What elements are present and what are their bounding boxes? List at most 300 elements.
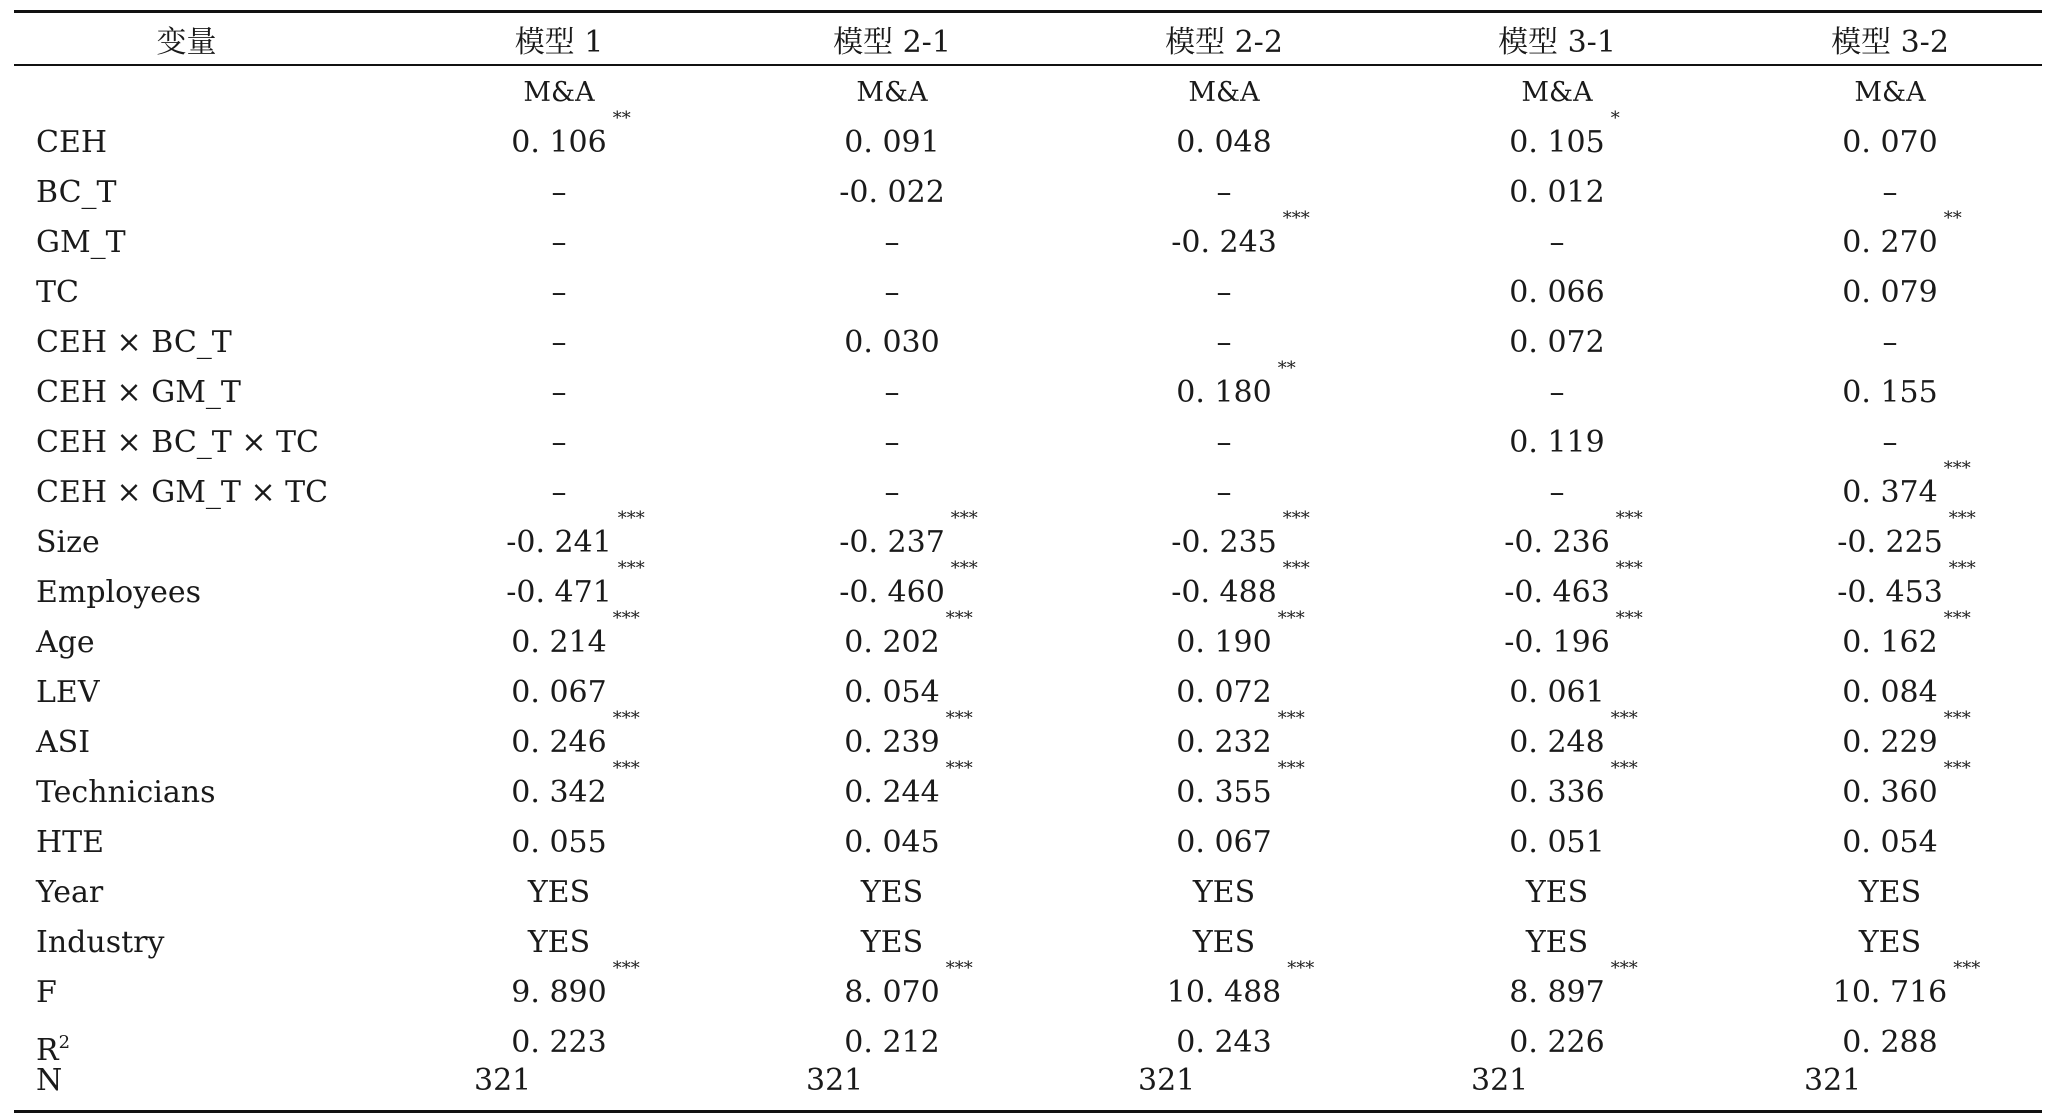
table-cell (1720, 668, 2048, 718)
coefficient-number: – (1216, 275, 1232, 310)
coefficient-number: 0. 054 (844, 675, 940, 710)
row-label: Employees (36, 575, 202, 610)
coefficient-value (511, 668, 606, 718)
table-cell (1387, 868, 1727, 918)
table-cell (1387, 758, 1727, 818)
table-cell (1054, 318, 1394, 368)
table-cell (1387, 108, 1727, 168)
table-header-rule (14, 64, 2042, 66)
coefficient-value (1171, 208, 1310, 268)
significance-stars: *** (1277, 708, 1305, 729)
row-label: CEH × GM_T (36, 375, 241, 410)
significance-stars: ** (1277, 358, 1296, 379)
table-row (14, 458, 2042, 518)
coefficient-value (1509, 668, 1604, 718)
table-cell (1720, 958, 2048, 1018)
coefficient-value (1504, 508, 1643, 568)
significance-stars: ** (612, 108, 631, 129)
coefficient-number: – (551, 425, 567, 460)
table-cell (389, 418, 729, 468)
table-cell (389, 708, 729, 768)
significance-stars: *** (1948, 508, 1976, 529)
coefficient-value (885, 268, 900, 318)
coefficient-number: 0. 355 (1176, 775, 1272, 810)
coefficient-value (861, 918, 923, 968)
coefficient-number: 0. 072 (1509, 325, 1605, 360)
significance-stars: *** (1943, 458, 1971, 479)
coefficient-number: -0. 022 (839, 175, 945, 210)
coefficient-number: -0. 241 (506, 525, 612, 560)
table-cell (1720, 818, 2048, 868)
row-label: BC_T (36, 175, 117, 210)
table-cell (389, 218, 729, 268)
coefficient-value (844, 758, 973, 818)
table-cell (722, 468, 1062, 518)
table-cell (1720, 918, 2048, 968)
significance-stars: *** (1277, 758, 1305, 779)
coefficient-number: – (551, 175, 567, 210)
header-model-2-2: 模型 2-2 (1165, 25, 1283, 60)
table-cell (1387, 608, 1727, 668)
coefficient-value (1176, 758, 1305, 818)
table-row (14, 418, 2042, 468)
coefficient-number: 0. 084 (1842, 675, 1938, 710)
table-cell (1387, 218, 1727, 268)
table-cell: 0. 223 (511, 1025, 607, 1060)
coefficient-number: 0. 190 (1176, 625, 1272, 660)
significance-stars: *** (1277, 608, 1305, 629)
table-cell (1054, 418, 1394, 468)
table-cell (1054, 818, 1394, 868)
coefficient-number: 0. 119 (1509, 425, 1605, 460)
coefficient-value (1217, 168, 1232, 218)
table-cell (1054, 118, 1394, 168)
coefficient-value (1842, 118, 1937, 168)
table-cell (1054, 868, 1394, 918)
coefficient-number: 0. 054 (1842, 825, 1938, 860)
coefficient-value (1509, 708, 1638, 768)
table-cell (389, 608, 729, 668)
coefficient-number: YES (527, 875, 591, 910)
coefficient-number: 0. 248 (1509, 725, 1605, 760)
coefficient-number: 0. 162 (1842, 625, 1938, 660)
coefficient-value (1837, 558, 1976, 618)
coefficient-number: 0. 229 (1842, 725, 1938, 760)
significance-stars: *** (1610, 758, 1638, 779)
table-cell (722, 668, 1062, 718)
coefficient-value (844, 668, 939, 718)
table-row (14, 818, 2042, 868)
coefficient-number: – (551, 225, 567, 260)
table-cell (1720, 268, 2048, 318)
table-cell (722, 868, 1062, 918)
coefficient-value (1509, 318, 1604, 368)
table-cell (1387, 558, 1727, 618)
table-cell (1387, 818, 1727, 868)
coefficient-value (1842, 818, 1937, 868)
coefficient-number: YES (1525, 875, 1589, 910)
coefficient-value (1171, 508, 1310, 568)
coefficient-value (1842, 758, 1971, 818)
significance-stars: *** (1943, 608, 1971, 629)
coefficient-value (1842, 708, 1971, 768)
coefficient-number: 8. 070 (844, 975, 940, 1010)
table-cell (1387, 918, 1727, 968)
coefficient-number: – (1882, 175, 1898, 210)
table-row (14, 868, 2042, 918)
coefficient-value (1509, 268, 1604, 318)
significance-stars: ** (1943, 208, 1962, 229)
table-cell (1720, 868, 2048, 918)
coefficient-number: 10. 488 (1166, 975, 1282, 1010)
table-cell (722, 818, 1062, 868)
table-row (14, 608, 2042, 668)
table-row (14, 358, 2042, 418)
table-row (14, 208, 2042, 268)
coefficient-value (552, 368, 567, 418)
table-cell (389, 508, 729, 568)
table-cell (722, 418, 1062, 468)
table-cell (1054, 918, 1394, 968)
row-label: Industry (36, 925, 165, 960)
coefficient-value (844, 318, 939, 368)
coefficient-number: – (884, 475, 900, 510)
significance-stars: *** (1610, 958, 1638, 979)
dependent-label: M&A (1188, 77, 1260, 108)
table-cell (1720, 118, 2048, 168)
table-cell: 0. 243 (1176, 1025, 1272, 1060)
coefficient-number: -0. 225 (1837, 525, 1943, 560)
row-label: Age (36, 625, 95, 660)
significance-stars: *** (1615, 608, 1643, 629)
coefficient-number: 0. 374 (1842, 475, 1938, 510)
significance-stars: *** (950, 558, 978, 579)
coefficient-value (528, 918, 590, 968)
coefficient-number: – (1549, 225, 1565, 260)
table-cell: 0. 226 (1509, 1025, 1605, 1060)
coefficient-value (1193, 918, 1255, 968)
coefficient-value (1550, 368, 1565, 418)
coefficient-number: -0. 471 (506, 575, 612, 610)
coefficient-number: -0. 463 (1504, 575, 1610, 610)
coefficient-value (885, 368, 900, 418)
coefficient-value (1842, 608, 1971, 668)
coefficient-value (552, 468, 567, 518)
coefficient-number: 0. 051 (1509, 825, 1605, 860)
table-cell (1720, 458, 2048, 518)
table-cell (1054, 608, 1394, 668)
significance-stars: *** (1610, 708, 1638, 729)
significance-stars: *** (1282, 208, 1310, 229)
coefficient-number: 0. 061 (1509, 675, 1605, 710)
table-cell (389, 758, 729, 818)
coefficient-value (1509, 818, 1604, 868)
coefficient-value (1550, 218, 1565, 268)
coefficient-value (844, 818, 939, 868)
coefficient-number: -0. 488 (1171, 575, 1277, 610)
table-cell (389, 368, 729, 418)
table-cell (722, 558, 1062, 618)
table-cell (389, 268, 729, 318)
coefficient-number: 0. 072 (1176, 675, 1272, 710)
table-row (14, 668, 2042, 718)
table-cell (1054, 708, 1394, 768)
significance-stars: *** (1948, 558, 1976, 579)
table-cell (722, 118, 1062, 168)
coefficient-number: -0. 237 (839, 525, 945, 560)
coefficient-value (1832, 958, 1981, 1018)
table-cell (389, 168, 729, 218)
coefficient-value (511, 608, 640, 668)
significance-stars: *** (612, 608, 640, 629)
coefficient-value (552, 418, 567, 468)
coefficient-number: YES (1525, 925, 1589, 960)
coefficient-number: 0. 067 (511, 675, 607, 710)
coefficient-number: YES (860, 925, 924, 960)
coefficient-value (1526, 868, 1588, 918)
row-label: Size (36, 525, 100, 560)
coefficient-value (1176, 358, 1296, 418)
coefficient-value (839, 558, 978, 618)
coefficient-number: 0. 055 (511, 825, 607, 860)
table-cell (1387, 958, 1727, 1018)
coefficient-number: 0. 246 (511, 725, 607, 760)
row-label-superscript: 2 (58, 1032, 71, 1053)
table-cell (1720, 418, 2048, 468)
header-model-2-1: 模型 2-1 (833, 25, 951, 60)
header-model-1: 模型 1 (514, 25, 604, 60)
significance-stars: *** (1943, 708, 1971, 729)
coefficient-number: 0. 012 (1509, 175, 1605, 210)
coefficient-number: -0. 243 (1171, 225, 1277, 260)
coefficient-number: – (884, 375, 900, 410)
row-label: CEH × BC_T × TC (36, 425, 319, 460)
header-model-3-2: 模型 3-2 (1831, 25, 1949, 60)
table-cell (389, 468, 729, 518)
table-row (14, 958, 2042, 1018)
significance-stars: *** (945, 708, 973, 729)
table-row (14, 508, 2042, 568)
table-row (14, 168, 2042, 218)
table-cell (1054, 958, 1394, 1018)
coefficient-value (1509, 108, 1620, 168)
coefficient-value (511, 958, 640, 1018)
coefficient-number: 0. 030 (844, 325, 940, 360)
table-cell (1387, 368, 1727, 418)
table-cell: 321 (1804, 1063, 1862, 1098)
coefficient-value (1883, 168, 1898, 218)
coefficient-number: – (1549, 375, 1565, 410)
table-cell (1054, 668, 1394, 718)
coefficient-number: 0. 105 (1509, 125, 1605, 160)
coefficient-number: YES (1192, 925, 1256, 960)
coefficient-number: YES (527, 925, 591, 960)
coefficient-number: 0. 202 (844, 625, 940, 660)
significance-stars: *** (1953, 958, 1981, 979)
table-row (14, 318, 2042, 368)
table-cell (1054, 558, 1394, 618)
significance-stars: *** (617, 508, 645, 529)
coefficient-number: – (1549, 475, 1565, 510)
coefficient-number: – (551, 325, 567, 360)
significance-stars: *** (612, 708, 640, 729)
coefficient-number: 8. 897 (1509, 975, 1605, 1010)
table-cell (1720, 758, 2048, 818)
dependent-label: M&A (1521, 77, 1593, 108)
row-label: CEH × BC_T (36, 325, 232, 360)
table-row (14, 268, 2042, 318)
table-cell (722, 708, 1062, 768)
coefficient-number: YES (860, 875, 924, 910)
significance-stars: *** (1615, 508, 1643, 529)
coefficient-value (1883, 318, 1898, 368)
table-cell: 0. 212 (844, 1025, 940, 1060)
table-cell: 0. 288 (1842, 1025, 1938, 1060)
table-cell (389, 108, 729, 168)
row-label: CEH (36, 125, 108, 160)
coefficient-number: 0. 155 (1842, 375, 1938, 410)
significance-stars: *** (945, 958, 973, 979)
coefficient-value (506, 508, 645, 568)
row-label: TC (36, 275, 79, 310)
table-cell (1720, 168, 2048, 218)
coefficient-number: – (551, 475, 567, 510)
coefficient-number: 0. 067 (1176, 825, 1272, 860)
table-cell (722, 918, 1062, 968)
table-cell (389, 958, 729, 1018)
coefficient-value (1526, 918, 1588, 968)
table-cell (722, 758, 1062, 818)
coefficient-value (844, 708, 973, 768)
coefficient-value (1176, 708, 1305, 768)
table-cell (1720, 208, 2048, 268)
table-cell: 321 (474, 1063, 532, 1098)
table-cell (389, 318, 729, 368)
coefficient-number: 0. 106 (511, 125, 607, 160)
coefficient-number: 0. 079 (1842, 275, 1938, 310)
coefficient-value (1509, 958, 1638, 1018)
coefficient-value (839, 508, 978, 568)
coefficient-number: 9. 890 (511, 975, 607, 1010)
coefficient-value (1176, 818, 1271, 868)
table-bottom-rule (14, 1110, 2042, 1113)
table-row (14, 918, 2042, 968)
row-label: LEV (36, 675, 100, 710)
table-cell: 321 (1138, 1063, 1196, 1098)
significance-stars: *** (612, 958, 640, 979)
coefficient-value (1842, 458, 1971, 518)
coefficient-number: 0. 045 (844, 825, 940, 860)
coefficient-number: 0. 048 (1176, 125, 1272, 160)
table-cell: 321 (806, 1063, 864, 1098)
coefficient-value (1217, 268, 1232, 318)
coefficient-value (552, 168, 567, 218)
table-cell (722, 318, 1062, 368)
significance-stars: *** (945, 608, 973, 629)
table-cell (1720, 558, 2048, 618)
coefficient-number: 0. 091 (844, 125, 940, 160)
table-cell (1387, 708, 1727, 768)
table-cell (1387, 268, 1727, 318)
row-label: F (36, 975, 57, 1010)
coefficient-value (1166, 958, 1315, 1018)
significance-stars: *** (1943, 758, 1971, 779)
coefficient-value (506, 558, 645, 618)
significance-stars: *** (1282, 558, 1310, 579)
coefficient-number: – (1216, 325, 1232, 360)
row-label-base: R (36, 1033, 59, 1068)
table-cell (1720, 708, 2048, 768)
coefficient-number: 0. 214 (511, 625, 607, 660)
coefficient-number: -0. 460 (839, 575, 945, 610)
table-cell (1054, 208, 1394, 268)
coefficient-number: 10. 716 (1832, 975, 1948, 1010)
row-label: HTE (36, 825, 105, 860)
coefficient-value (1842, 208, 1962, 268)
table-row (14, 708, 2042, 768)
coefficient-value (511, 818, 606, 868)
coefficient-value (1842, 368, 1937, 418)
table-cell (1054, 268, 1394, 318)
table-top-rule (14, 10, 2042, 13)
coefficient-value (885, 468, 900, 518)
coefficient-value (1193, 868, 1255, 918)
row-label: CEH × GM_T × TC (36, 475, 329, 510)
dependent-label: M&A (1854, 77, 1926, 108)
coefficient-value (844, 608, 973, 668)
table-cell (1720, 318, 2048, 368)
coefficient-number: – (884, 275, 900, 310)
coefficient-number: -0. 453 (1837, 575, 1943, 610)
coefficient-number: -0. 196 (1504, 625, 1610, 660)
row-label: Year (36, 875, 104, 910)
coefficient-number: 0. 239 (844, 725, 940, 760)
coefficient-number: 0. 180 (1176, 375, 1272, 410)
coefficient-value (1842, 268, 1937, 318)
coefficient-number: – (551, 275, 567, 310)
coefficient-value (1509, 418, 1604, 468)
coefficient-number: – (884, 225, 900, 260)
significance-stars: *** (950, 508, 978, 529)
coefficient-number: 0. 360 (1842, 775, 1938, 810)
table-cell (722, 218, 1062, 268)
coefficient-number: 0. 342 (511, 775, 607, 810)
coefficient-value (1859, 868, 1921, 918)
coefficient-number: – (1216, 425, 1232, 460)
table-row (14, 758, 2042, 818)
coefficient-value (1504, 608, 1643, 668)
row-label: ASI (36, 725, 91, 760)
table-cell (722, 168, 1062, 218)
table-cell (1720, 608, 2048, 668)
coefficient-number: 0. 066 (1509, 275, 1605, 310)
coefficient-number: 0. 232 (1176, 725, 1272, 760)
table-row-n (14, 1056, 2042, 1106)
coefficient-value (1550, 468, 1565, 518)
table-cell (722, 268, 1062, 318)
coefficient-value (552, 318, 567, 368)
table-cell (1387, 318, 1727, 368)
table-cell (1387, 468, 1727, 518)
header-model-3-1: 模型 3-1 (1498, 25, 1616, 60)
significance-stars: * (1610, 108, 1620, 129)
coefficient-value (1176, 608, 1305, 668)
coefficient-number: 0. 270 (1842, 225, 1938, 260)
coefficient-value (511, 708, 640, 768)
coefficient-value (1217, 318, 1232, 368)
coefficient-number: – (551, 375, 567, 410)
coefficient-number: YES (1858, 875, 1922, 910)
